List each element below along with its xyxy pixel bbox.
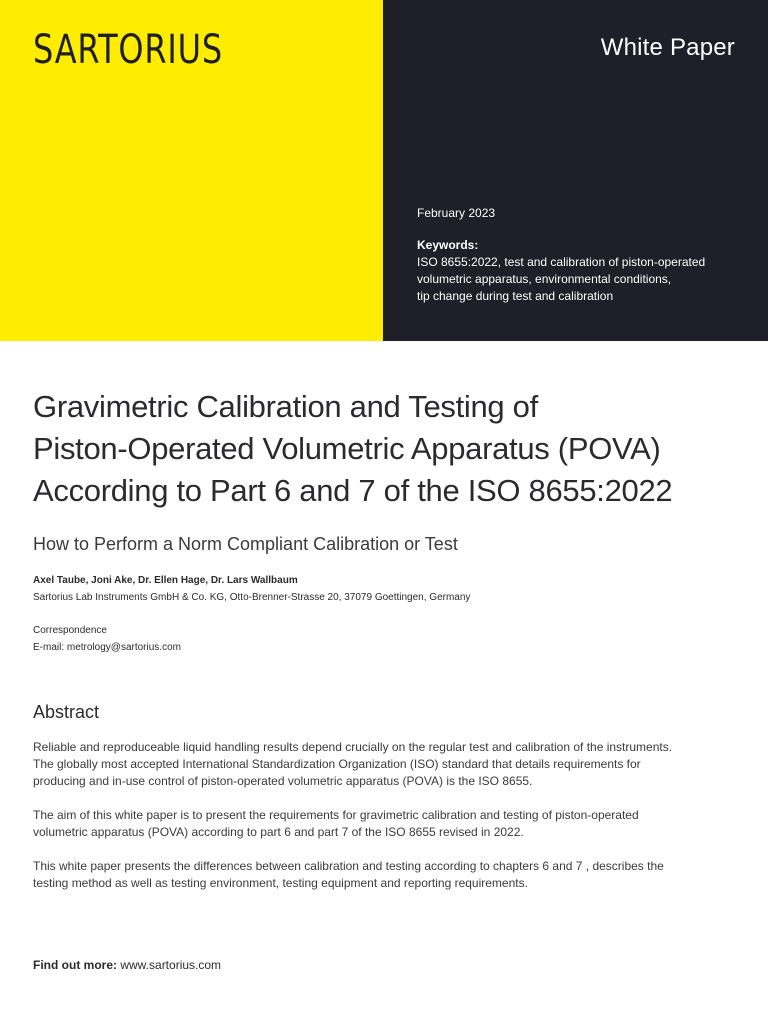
meta-info [417,205,747,305]
abstract-line: testing method as well as testing environment, testing equipment and reporting requirements. [33,876,528,890]
abstract-paragraph [33,807,733,841]
find-more-label: Find out more: [33,958,117,972]
abstract-paragraph [33,739,733,790]
abstract-body [33,739,733,909]
authors-block [33,572,733,606]
title-line: Gravimetric Calibration and Testing of [33,389,538,424]
title-line: According to Part 6 and 7 of the ISO 8655:2022 [33,473,673,508]
logo-text: SARTORIUS [33,27,223,73]
header-banner [0,0,768,341]
title-line: Piston-Operated Volumetric Apparatus (POVA) [33,431,661,466]
abstract-line: producing and in-use control of piston-operated volumetric apparatus (POVA) is the ISO 8655. [33,774,533,788]
keywords-line: ISO 8655:2022, test and calibration of piston-operated [417,255,706,269]
correspondence-block [33,622,181,656]
page-title [33,386,743,512]
keywords-line: volumetric apparatus, environmental conditions, [417,272,672,286]
sartorius-logo[interactable] [33,27,223,73]
subtitle: How to Perform a Norm Compliant Calibration or Test [33,534,458,554]
abstract-paragraph [33,858,733,892]
abstract-line: This white paper presents the differences between calibration and testing according to chapters 6 and 7 , describes the [33,859,664,873]
abstract-line: The globally most accepted International Standardization Organization (ISO) standard that details requirements for [33,757,641,771]
keywords-label: Keywords: [417,238,479,252]
find-out-more [33,958,221,972]
correspondence-email[interactable]: E-mail: metrology@sartorius.com [33,642,181,653]
abstract-line: Reliable and reproduceable liquid handling results depend crucially on the regular test and calibration of the instruments. [33,740,673,754]
publication-date: February 2023 [417,206,496,220]
header-yellow-panel [0,0,383,341]
website-link[interactable]: www.sartorius.com [120,958,222,972]
document-type: White Paper [600,34,735,61]
abstract-line: volumetric apparatus (POVA) according to part 6 and part 7 of the ISO 8655 revised in 2022. [33,825,524,839]
author-names: Axel Taube, Joni Ake, Dr. Ellen Hage, Dr. Lars Wallbaum [33,575,298,586]
author-affiliation: Sartorius Lab Instruments GmbH & Co. KG, Otto-Brenner-Strasse 20, 37079 Goettingen, Germany [33,592,471,603]
abstract-heading: Abstract [33,702,100,722]
correspondence-label: Correspondence [33,625,107,636]
keywords-line: tip change during test and calibration [417,289,614,303]
abstract-line: The aim of this white paper is to present the requirements for gravimetric calibration and testing of piston-operated [33,808,639,822]
